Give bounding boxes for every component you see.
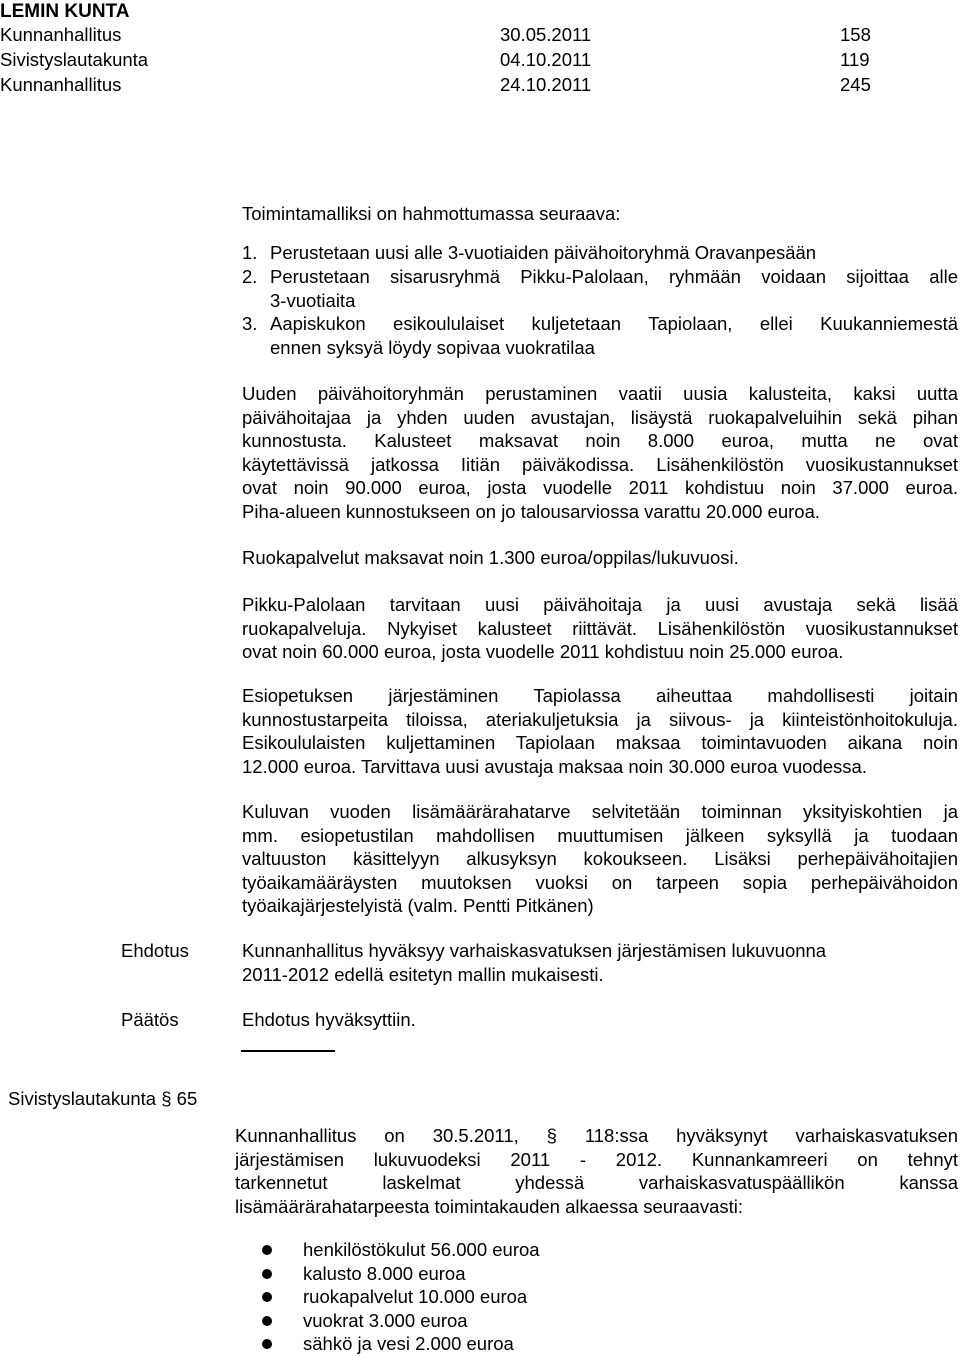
section-text: Kunnanhallitus on 30.5.2011, § 118:ssa hyväksynyt varhaiskasvatuksen järjestämisen lukuvuodeksi 2011 - 2012. Kunnankamreeri on tehnyt tarkennetut laskelmat yhdessä varhaiskasvatuspäällikön kanssa lisämäärärahatarpeesta toimintakauden alkaessa seuraavasti: bbox=[235, 1125, 958, 1217]
list-item: Perustetaan uusi alle 3-vuotiaiden päivähoitoryhmä Oravanpesään bbox=[270, 242, 817, 263]
municipality-title: LEMIN KUNTA bbox=[0, 1, 130, 22]
paragraph-sign-icon: § bbox=[546, 1125, 557, 1146]
list-number: 2. bbox=[242, 266, 258, 287]
intro-text: Toimintamalliksi on hahmottumassa seuraava: bbox=[242, 203, 621, 224]
list-item: Perustetaan sisarusryhmä Pikku-Palolaan, ryhmään voidaan sijoittaa alle 3-vuotiaita bbox=[270, 266, 958, 311]
header-row-date: 24.10.2011 bbox=[500, 74, 592, 95]
paragraph: Kuluvan vuoden lisämäärärahatarve selvitetään toiminnan yksityiskohtien ja mm. esiopetustilan mahdollisen muuttumisen jälkeen syksyllä ja tuodaan valtuuston käsittelyyn alkusyksyn kokoukseen. Lisäksi perhepäivähoitajien työaikamääräysten muutoksen vuoksi on tarpeen sopia perhepäivähoidon työaikajärjestelyistä (valm. Pentti Pitkänen) bbox=[242, 801, 958, 916]
bullet-list bbox=[262, 1238, 762, 1356]
paragraph: Esiopetuksen järjestäminen Tapiolassa aiheuttaa mahdollisesti joitain kunnostustarpeita tiloissa, ateriakuljetuksia ja siivous- ja kiinteistönhoitokuluja. Esikoululaisten kuljettaminen Tapiolaan maksaa toimintavuoden aikana noin 12.000 euroa. Tarvittava uusi avustaja maksaa noin 30.000 euroa vuodessa. bbox=[242, 685, 958, 777]
header-row-number: 119 bbox=[840, 49, 870, 70]
bullet-icon bbox=[262, 1245, 272, 1255]
proposal-label: Ehdotus bbox=[121, 940, 189, 961]
list-item: kalusto 8.000 euroa bbox=[262, 1262, 762, 1286]
header-row-number: 245 bbox=[840, 74, 871, 95]
proposal-text: Kunnanhallitus hyväksyy varhaiskasvatuksen järjestämisen lukuvuonna 2011-2012 edellä esitetyn mallin mukaisesti. bbox=[242, 940, 827, 985]
paragraph: Pikku-Palolaan tarvitaan uusi päivähoitaja ja uusi avustaja sekä lisää ruokapalveluja. Nykyiset kalusteet riittävät. Lisähenkilöstön vuosikustannukset ovat noin 60.000 euroa, josta vuodelle 2011 kohdistuu noin 25.000 euroa. bbox=[242, 594, 958, 662]
decision-text: Ehdotus hyväksyttiin. bbox=[242, 1009, 416, 1030]
header-row-date: 30.05.2011 bbox=[500, 24, 592, 45]
list-number: 1. bbox=[242, 242, 258, 263]
divider-line bbox=[241, 1050, 335, 1052]
paragraph: Uuden päivähoitoryhmän perustaminen vaatii uusia kalusteita, kaksi uutta päivähoitajaa ja yhden uuden avustajan, lisäystä ruokapalveluihin sekä pihan kunnostusta. Kalusteet maksavat noin 8.000 euroa, mutta ne ovat käytettävissä jatkossa Iitiän päiväkodissa. Lisähenkilöstön vuosikustannukset ovat noin 90.000 euroa, josta vuodelle 2011 kohdistuu noin 37.000 euroa. Piha-alueen kunnostukseen on jo talousarviossa varattu 20.000 euroa. bbox=[242, 383, 958, 522]
list-item: vuokrat 3.000 euroa bbox=[262, 1309, 762, 1333]
paragraph-sign-icon: § bbox=[161, 1088, 172, 1109]
bullet-icon bbox=[262, 1316, 272, 1326]
header-row-number: 158 bbox=[840, 24, 871, 45]
list-number: 3. bbox=[242, 313, 258, 334]
paragraph: Ruokapalvelut maksavat noin 1.300 euroa/oppilas/lukuvuosi. bbox=[242, 547, 739, 568]
list-item: sähkö ja vesi 2.000 euroa bbox=[262, 1332, 762, 1356]
header-row-body: Sivistyslautakunta bbox=[0, 49, 149, 70]
bullet-icon bbox=[262, 1292, 272, 1302]
section-label: Sivistyslautakunta § 65 bbox=[8, 1088, 198, 1109]
header-row-body: Kunnanhallitus bbox=[0, 74, 122, 95]
header-row-date: 04.10.2011 bbox=[500, 49, 592, 70]
list-item: henkilöstökulut 56.000 euroa bbox=[262, 1238, 762, 1262]
list-item: Aapiskukon esikoululaiset kuljetetaan Tapiolaan, ellei Kuukanniemestä ennen syksyä löydy sopivaa vuokratilaa bbox=[270, 313, 958, 358]
decision-label: Päätös bbox=[121, 1009, 179, 1030]
bullet-icon bbox=[262, 1269, 272, 1279]
list-item: ruokapalvelut 10.000 euroa bbox=[262, 1285, 762, 1309]
bullet-icon bbox=[262, 1339, 272, 1349]
header-row-body: Kunnanhallitus bbox=[0, 24, 122, 45]
